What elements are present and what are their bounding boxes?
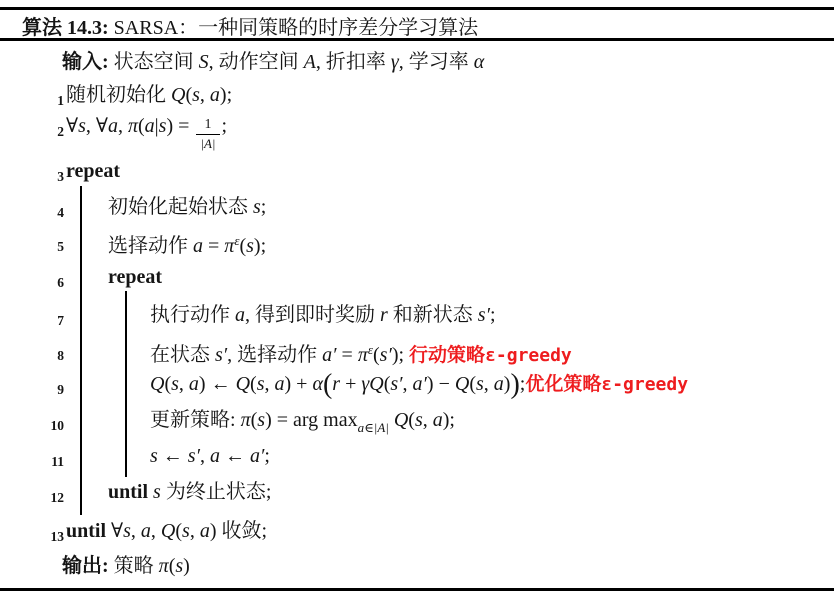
line-content: 输出: 策略 π(s) bbox=[62, 555, 190, 577]
line-content: 随机初始化 Q(s, a); bbox=[66, 84, 233, 106]
bottom-rule bbox=[0, 588, 834, 591]
algorithm-name: SARSA：一种同策略的时序差分学习算法 bbox=[108, 17, 479, 39]
algorithm-number: 算法 14.3: bbox=[22, 17, 109, 39]
line-number: 5 bbox=[57, 239, 64, 254]
line-number: 11 bbox=[51, 454, 64, 469]
line-number: 8 bbox=[57, 348, 64, 363]
outer-loop-indent-rule bbox=[80, 186, 82, 515]
line-content: 初始化起始状态 s; bbox=[108, 196, 267, 218]
line-number: 1 bbox=[57, 93, 64, 108]
line-content: 在状态 s′, 选择动作 $a' = \pi^\varepsilon(s')$; 行动策略ε-greedy bbox=[150, 342, 572, 366]
line-number: 6 bbox=[57, 275, 64, 290]
line-content: 更新策略: π(s) = arg $\max_{a\in|A|} Q(s$, a); bbox=[150, 409, 455, 435]
line-content: 选择动作 $a = \pi^\varepsilon(s)$; bbox=[108, 233, 267, 257]
line-content: until ∀s, a, Q(s, a) 收敛; bbox=[66, 520, 268, 542]
top-rule bbox=[0, 7, 834, 10]
line-number: 4 bbox=[57, 205, 64, 220]
fraction: $\frac{1}{|A|}$ bbox=[196, 118, 219, 150]
line-number: 9 bbox=[57, 382, 64, 397]
line-number: 2 bbox=[57, 124, 64, 139]
line-number: 7 bbox=[57, 313, 64, 328]
line-content: repeat bbox=[66, 160, 121, 182]
line-content: ∀s, ∀a, π(a|s) = $\frac{1}{|A|}$ ; bbox=[66, 115, 228, 151]
line-number: 13 bbox=[50, 529, 64, 544]
line-number: 3 bbox=[57, 169, 64, 184]
line-number: 12 bbox=[50, 490, 64, 505]
inner-loop-indent-rule bbox=[125, 291, 127, 477]
line-content: until s 为终止状态; bbox=[108, 481, 272, 503]
line-content: 输入: 状态空间 S, 动作空间 A, 折扣率 γ, 学习率 α bbox=[62, 51, 485, 73]
line-content: repeat bbox=[108, 266, 163, 288]
algorithm-title bbox=[22, 11, 478, 40]
line-content: Q(s, a) ← Q(s, a) + α(r + γQ(s′, a′) − Q(s, a));优化策略ε-greedy bbox=[150, 369, 689, 400]
line-content: 执行动作 a, 得到即时奖励 r 和新状态 s′; bbox=[150, 304, 496, 326]
line-content: s ← s′, a ← a′; bbox=[150, 445, 270, 467]
line-number: 10 bbox=[50, 418, 64, 433]
